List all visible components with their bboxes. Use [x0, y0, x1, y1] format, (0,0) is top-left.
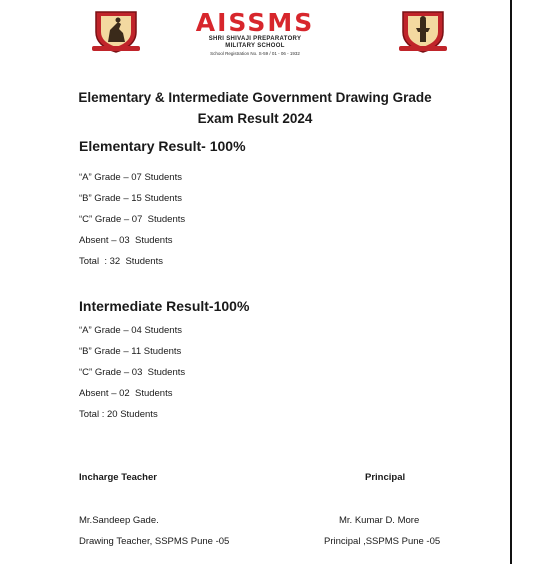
school-crest-icon [397, 8, 449, 54]
school-registration: School Registration No. S-59 / 01 - 06 - 1932 [210, 51, 300, 56]
intermediate-heading: Intermediate Result-100% [79, 298, 250, 314]
school-brand [170, 10, 340, 57]
elementary-heading: Elementary Result- 100% [79, 138, 246, 154]
principal-designation: Principal ,SSPMS Pune -05 [324, 536, 441, 547]
page-edge-divider [510, 0, 512, 564]
school-name: AISSMS [195, 8, 315, 37]
principal-label: Principal [365, 472, 406, 483]
elementary-absent: Absent – 03 Students [79, 235, 173, 246]
teacher-designation: Drawing Teacher, SSPMS Pune -05 [79, 536, 230, 547]
school-crest-icon [90, 8, 142, 54]
elementary-grade-b: “B” Grade – 15 Students [79, 193, 182, 204]
document-title-line1: Elementary & Intermediate Government Drawing Grade [78, 90, 432, 105]
elementary-grade-a: “A” Grade – 07 Students [79, 172, 182, 183]
elementary-total: Total : 32 Students [79, 256, 163, 267]
principal-name: Mr. Kumar D. More [339, 515, 420, 526]
intermediate-absent: Absent – 02 Students [79, 388, 173, 399]
school-subtitle-line1: SHRI SHIVAJI PREPARATORY [208, 36, 302, 42]
incharge-teacher-label: Incharge Teacher [79, 472, 157, 483]
intermediate-total: Total : 20 Students [79, 409, 158, 420]
teacher-name: Mr.Sandeep Gade. [79, 515, 159, 526]
document-title [60, 87, 450, 129]
elementary-grade-c: “C” Grade – 07 Students [79, 214, 186, 225]
intermediate-grade-c: “C” Grade – 03 Students [79, 367, 186, 378]
document-title-line2: Exam Result 2024 [197, 111, 313, 126]
intermediate-grade-a: “A” Grade – 04 Students [79, 325, 182, 336]
letterhead [0, 6, 510, 68]
intermediate-grade-b: “B” Grade – 11 Students [79, 346, 182, 357]
school-subtitle-line2: MILITARY SCHOOL [225, 43, 285, 49]
